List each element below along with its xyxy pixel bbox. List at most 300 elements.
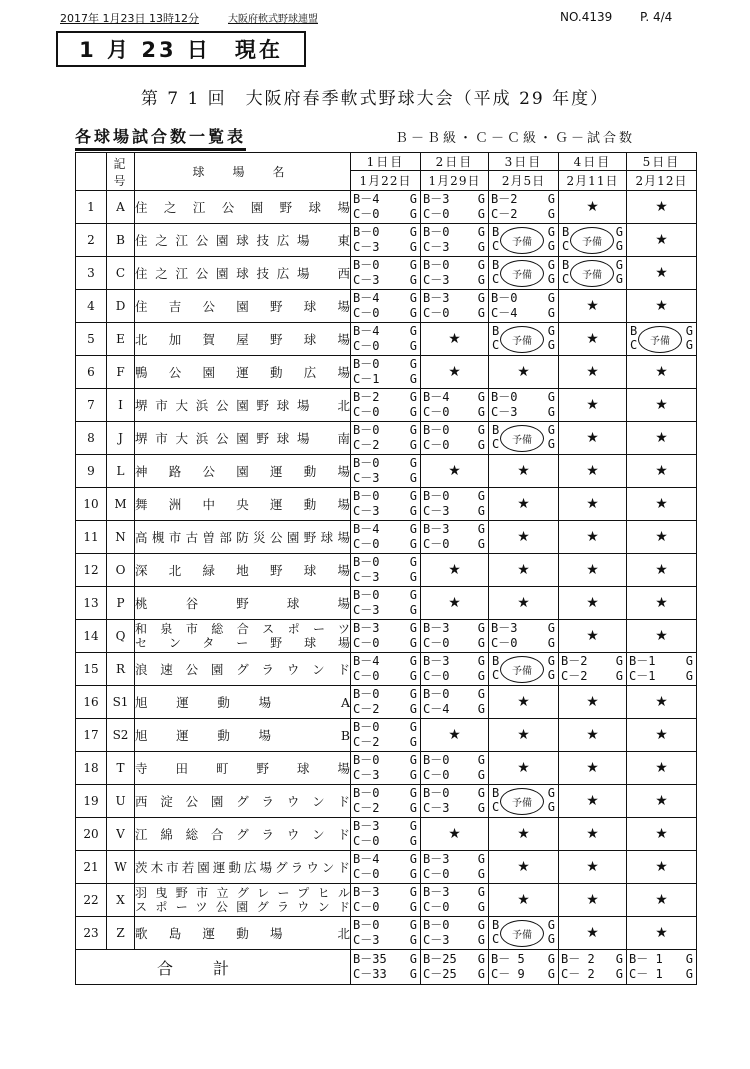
row-number: 3 — [76, 257, 107, 290]
venue-code: L — [107, 455, 135, 488]
venue-code: E — [107, 323, 135, 356]
games-value: C－3 — [423, 273, 450, 287]
c-class-games — [351, 570, 420, 585]
total-games — [421, 950, 489, 985]
no-games-star: ★ — [559, 818, 627, 851]
row-number: 13 — [76, 587, 107, 620]
row-number: 21 — [76, 851, 107, 884]
games-unit: G — [409, 471, 417, 485]
venue-code: J — [107, 422, 135, 455]
games-unit: G — [477, 438, 485, 452]
fax-page: P. 4/4 — [640, 10, 673, 24]
games-value: C－2 — [491, 207, 518, 221]
b-class-games — [351, 522, 420, 537]
c-class-games — [351, 636, 420, 651]
games-unit: G — [547, 621, 555, 635]
b-class-games — [421, 952, 488, 967]
b-class-games — [627, 952, 696, 967]
g-letter: G — [547, 654, 555, 668]
no-games-star: ★ — [559, 290, 627, 323]
games-value: C－2 — [353, 801, 380, 815]
games-value: C－0 — [423, 438, 450, 452]
c-class-games — [421, 801, 488, 816]
row-number: 17 — [76, 719, 107, 752]
reserve-day — [489, 257, 559, 290]
games-unit: G — [409, 588, 417, 602]
games-unit: G — [547, 192, 555, 206]
games-count — [489, 620, 559, 653]
venue-row — [76, 686, 697, 719]
fax-sender: 大阪府軟式野球連盟 — [228, 14, 318, 25]
no-games-star: ★ — [627, 884, 697, 917]
games-count — [421, 290, 489, 323]
games-unit: G — [477, 306, 485, 320]
b-class-games — [351, 687, 420, 702]
games-count — [351, 917, 421, 950]
games-unit: G — [477, 669, 485, 683]
b-class-games — [421, 621, 488, 636]
c-class-games — [421, 273, 488, 288]
games-value: C－33 — [353, 967, 387, 981]
row-number: 23 — [76, 917, 107, 950]
row-number: 20 — [76, 818, 107, 851]
games-unit: G — [477, 192, 485, 206]
games-unit: G — [477, 900, 485, 914]
header-day: 3日目 — [489, 153, 559, 171]
c-class-games — [489, 306, 558, 321]
games-unit: G — [615, 952, 623, 966]
c-letter: C — [492, 932, 500, 946]
venue-row — [76, 488, 697, 521]
no-games-star: ★ — [627, 785, 697, 818]
games-value: C－0 — [353, 867, 380, 881]
venue-row — [76, 323, 697, 356]
no-games-star: ★ — [627, 257, 697, 290]
venue-code: F — [107, 356, 135, 389]
no-games-star: ★ — [627, 521, 697, 554]
total-row — [76, 950, 697, 985]
no-games-star: ★ — [489, 587, 559, 620]
games-value: B－0 — [491, 291, 518, 305]
games-value: C－0 — [423, 900, 450, 914]
c-class-games — [421, 438, 488, 453]
b-class-games — [351, 753, 420, 768]
games-count — [351, 191, 421, 224]
games-unit: G — [409, 669, 417, 683]
venue-row — [76, 422, 697, 455]
b-class-games — [559, 654, 626, 669]
games-count — [351, 620, 421, 653]
games-value: B－4 — [353, 852, 380, 866]
games-unit: G — [409, 753, 417, 767]
games-unit: G — [477, 885, 485, 899]
games-value: C－3 — [353, 471, 380, 485]
games-unit: G — [477, 258, 485, 272]
no-games-star: ★ — [627, 587, 697, 620]
games-count — [421, 686, 489, 719]
games-unit: G — [477, 952, 485, 966]
c-class-games — [351, 471, 420, 486]
legend: Ｂ－Ｂ級・Ｃ－Ｃ級・Ｇ－試合数 — [395, 131, 636, 146]
games-unit: G — [409, 357, 417, 371]
c-letter: C — [492, 800, 500, 814]
no-games-star: ★ — [421, 818, 489, 851]
games-value: B－3 — [491, 621, 518, 635]
b-class-games — [421, 423, 488, 438]
venue-code: T — [107, 752, 135, 785]
games-unit: G — [409, 603, 417, 617]
games-value: B－0 — [353, 687, 380, 701]
row-number: 22 — [76, 884, 107, 917]
games-value: C－0 — [353, 339, 380, 353]
games-unit: G — [409, 390, 417, 404]
c-class-games — [489, 636, 558, 651]
b-class-games — [421, 291, 488, 306]
b-class-games — [351, 555, 420, 570]
venue-code: U — [107, 785, 135, 818]
games-unit: G — [477, 852, 485, 866]
no-games-star: ★ — [421, 455, 489, 488]
venue-name: 住之江公園球技広場 東 — [135, 224, 351, 257]
b-letter: B — [562, 225, 570, 239]
no-games-star: ★ — [489, 719, 559, 752]
reserve-stamp: 予備 — [500, 227, 544, 254]
no-games-star: ★ — [559, 389, 627, 422]
no-games-star: ★ — [489, 356, 559, 389]
b-class-games — [351, 291, 420, 306]
c-class-games — [351, 207, 420, 222]
games-value: B－3 — [353, 885, 380, 899]
c-class-games — [351, 537, 420, 552]
c-letter: C — [562, 272, 570, 286]
b-letter: B — [562, 258, 570, 272]
c-class-games — [351, 768, 420, 783]
games-value: B－3 — [353, 621, 380, 635]
games-value: B－0 — [353, 225, 380, 239]
no-games-star: ★ — [559, 917, 627, 950]
venue-code: R — [107, 653, 135, 686]
venue-row — [76, 521, 697, 554]
no-games-star: ★ — [627, 488, 697, 521]
games-unit: G — [409, 900, 417, 914]
games-value: C－3 — [423, 801, 450, 815]
venue-name: 堺市大浜公園野球場 北 — [135, 389, 351, 422]
games-unit: G — [477, 240, 485, 254]
b-class-games — [421, 753, 488, 768]
c-class-games — [351, 240, 420, 255]
c-letter: C — [562, 239, 570, 253]
games-unit: G — [409, 207, 417, 221]
row-number: 19 — [76, 785, 107, 818]
venue-row — [76, 554, 697, 587]
no-games-star: ★ — [489, 752, 559, 785]
c-class-games — [421, 967, 488, 982]
games-count — [351, 785, 421, 818]
no-games-star: ★ — [421, 554, 489, 587]
venue-code: Z — [107, 917, 135, 950]
b-class-games — [351, 654, 420, 669]
games-value: C－0 — [353, 834, 380, 848]
venue-row — [76, 587, 697, 620]
row-number: 2 — [76, 224, 107, 257]
row-number: 8 — [76, 422, 107, 455]
b-class-games — [351, 390, 420, 405]
venue-row — [76, 191, 697, 224]
b-letter: B — [492, 324, 500, 338]
b-class-games — [421, 687, 488, 702]
reserve-day — [489, 323, 559, 356]
no-games-star: ★ — [559, 620, 627, 653]
games-count — [627, 653, 697, 686]
games-value: B－2 — [561, 654, 588, 668]
no-games-star: ★ — [489, 851, 559, 884]
header-day: 5日目 — [627, 153, 697, 171]
g-letter: G — [547, 786, 555, 800]
games-count — [351, 587, 421, 620]
no-games-star: ★ — [421, 719, 489, 752]
games-value: B－0 — [353, 258, 380, 272]
games-unit: G — [477, 801, 485, 815]
venue-code: X — [107, 884, 135, 917]
c-class-games — [489, 207, 558, 222]
games-unit: G — [409, 456, 417, 470]
c-class-games — [351, 306, 420, 321]
reserve-stamp: 予備 — [500, 920, 544, 947]
b-class-games — [351, 621, 420, 636]
games-value: B－0 — [423, 753, 450, 767]
games-value: C－0 — [423, 405, 450, 419]
games-value: C－0 — [423, 636, 450, 650]
c-letter: C — [492, 437, 500, 451]
no-games-star: ★ — [559, 323, 627, 356]
games-unit: G — [547, 390, 555, 404]
games-value: C－3 — [353, 933, 380, 947]
games-unit: G — [685, 669, 693, 683]
b-class-games — [421, 654, 488, 669]
reserve-stamp: 予備 — [638, 326, 682, 353]
row-number: 10 — [76, 488, 107, 521]
games-unit: G — [547, 291, 555, 305]
venue-name: 神路公園運動場 — [135, 455, 351, 488]
games-value: B－2 — [491, 192, 518, 206]
c-class-games — [421, 207, 488, 222]
games-value: B－2 — [353, 390, 380, 404]
venue-name-line: スポーツ公園グラウンド — [135, 900, 350, 914]
g-letter: G — [547, 338, 555, 352]
venue-row — [76, 818, 697, 851]
games-value: C－0 — [423, 537, 450, 551]
b-class-games — [351, 952, 420, 967]
no-games-star: ★ — [559, 752, 627, 785]
g-letter: G — [547, 225, 555, 239]
games-count — [351, 554, 421, 587]
no-games-star: ★ — [627, 620, 697, 653]
row-number: 7 — [76, 389, 107, 422]
games-count — [421, 224, 489, 257]
games-value: C－0 — [423, 669, 450, 683]
row-number: 4 — [76, 290, 107, 323]
venue-name: 住之江公園球技広場 西 — [135, 257, 351, 290]
no-games-star: ★ — [489, 488, 559, 521]
c-class-games — [421, 537, 488, 552]
c-class-games — [421, 669, 488, 684]
b-class-games — [421, 852, 488, 867]
no-games-star: ★ — [559, 521, 627, 554]
venue-name: 住之江公園野球場 — [135, 191, 351, 224]
g-letter: G — [615, 225, 623, 239]
games-value: C－3 — [491, 405, 518, 419]
games-value: C－4 — [491, 306, 518, 320]
c-class-games — [421, 240, 488, 255]
no-games-star: ★ — [559, 554, 627, 587]
no-games-star: ★ — [559, 422, 627, 455]
no-games-star: ★ — [421, 587, 489, 620]
venue-row — [76, 851, 697, 884]
games-value: C－ 1 — [629, 967, 663, 981]
no-games-star: ★ — [489, 521, 559, 554]
row-number: 15 — [76, 653, 107, 686]
games-value: B－0 — [353, 588, 380, 602]
games-value: B－3 — [423, 885, 450, 899]
venue-code: W — [107, 851, 135, 884]
reserve-stamp: 予備 — [500, 425, 544, 452]
games-unit: G — [409, 687, 417, 701]
venue-name: 浪速公園グラウンド — [135, 653, 351, 686]
total-games — [351, 950, 421, 985]
games-value: C－1 — [353, 372, 380, 386]
games-unit: G — [477, 522, 485, 536]
games-value: B－35 — [353, 952, 387, 966]
b-class-games — [421, 786, 488, 801]
games-unit: G — [685, 952, 693, 966]
no-games-star: ★ — [559, 488, 627, 521]
games-unit: G — [615, 669, 623, 683]
no-games-star: ★ — [627, 191, 697, 224]
venue-name: 西淀公園グラウンド — [135, 785, 351, 818]
games-value: C－0 — [353, 306, 380, 320]
games-value: B－0 — [491, 390, 518, 404]
c-letter: C — [492, 668, 500, 682]
venue-name: 北加賀屋野球場 — [135, 323, 351, 356]
games-unit: G — [477, 225, 485, 239]
reserve-stamp: 予備 — [500, 260, 544, 287]
row-number: 9 — [76, 455, 107, 488]
games-unit: G — [409, 570, 417, 584]
no-games-star: ★ — [489, 455, 559, 488]
games-value: B－3 — [423, 291, 450, 305]
games-value: C－2 — [353, 702, 380, 716]
games-value: B－0 — [353, 423, 380, 437]
games-value: B－1 — [629, 654, 656, 668]
b-letter: B — [492, 258, 500, 272]
games-unit: G — [547, 952, 555, 966]
games-unit: G — [547, 207, 555, 221]
games-unit: G — [409, 834, 417, 848]
c-class-games — [421, 306, 488, 321]
games-value: B－3 — [423, 522, 450, 536]
games-value: C－0 — [423, 207, 450, 221]
games-count — [351, 422, 421, 455]
venue-name: 茨木市若園運動広場グラウンド — [135, 851, 351, 884]
b-class-games — [351, 225, 420, 240]
no-games-star: ★ — [489, 686, 559, 719]
no-games-star: ★ — [559, 356, 627, 389]
row-number: 16 — [76, 686, 107, 719]
no-games-star: ★ — [559, 884, 627, 917]
games-unit: G — [409, 522, 417, 536]
games-value: B－0 — [423, 489, 450, 503]
no-games-star: ★ — [489, 554, 559, 587]
games-count — [351, 752, 421, 785]
games-count — [421, 488, 489, 521]
venue-name-line: 羽曳野市立グレープヒル — [135, 886, 350, 900]
games-unit: G — [409, 555, 417, 569]
c-class-games — [421, 933, 488, 948]
games-value: B－25 — [423, 952, 457, 966]
b-class-games — [351, 819, 420, 834]
b-class-games — [351, 918, 420, 933]
g-letter: G — [615, 258, 623, 272]
games-unit: G — [409, 504, 417, 518]
games-value: B－0 — [353, 489, 380, 503]
g-letter: G — [547, 423, 555, 437]
b-class-games — [351, 192, 420, 207]
games-value: B－4 — [353, 654, 380, 668]
g-letter: G — [615, 239, 623, 253]
games-unit: G — [409, 258, 417, 272]
games-value: B－0 — [423, 786, 450, 800]
no-games-star: ★ — [627, 719, 697, 752]
b-class-games — [351, 852, 420, 867]
venue-code: D — [107, 290, 135, 323]
games-value: C－1 — [629, 669, 656, 683]
games-count — [421, 884, 489, 917]
games-value: C－ 2 — [561, 967, 595, 981]
reserve-day — [489, 917, 559, 950]
games-value: B－0 — [353, 456, 380, 470]
games-value: C－3 — [423, 240, 450, 254]
row-number: 6 — [76, 356, 107, 389]
games-unit: G — [409, 537, 417, 551]
reserve-day — [559, 224, 627, 257]
games-count — [351, 257, 421, 290]
games-value: B－0 — [353, 786, 380, 800]
games-table — [75, 152, 697, 985]
venue-row — [76, 785, 697, 818]
c-class-games — [351, 669, 420, 684]
b-letter: B — [492, 654, 500, 668]
c-class-games — [351, 603, 420, 618]
b-class-games — [421, 489, 488, 504]
c-class-games — [351, 438, 420, 453]
games-value: B－0 — [423, 918, 450, 932]
b-class-games — [421, 885, 488, 900]
fax-header — [60, 8, 700, 26]
games-value: B－0 — [423, 258, 450, 272]
as-of-date-box: 1 月 23 日 現在 — [56, 31, 306, 67]
c-letter: C — [492, 272, 500, 286]
games-value: C－2 — [353, 735, 380, 749]
games-count — [351, 389, 421, 422]
games-value: C－0 — [423, 867, 450, 881]
c-class-games — [351, 405, 420, 420]
games-count — [489, 191, 559, 224]
games-unit: G — [477, 537, 485, 551]
venue-row — [76, 224, 697, 257]
row-number: 11 — [76, 521, 107, 554]
c-class-games — [351, 933, 420, 948]
c-class-games — [489, 967, 558, 982]
